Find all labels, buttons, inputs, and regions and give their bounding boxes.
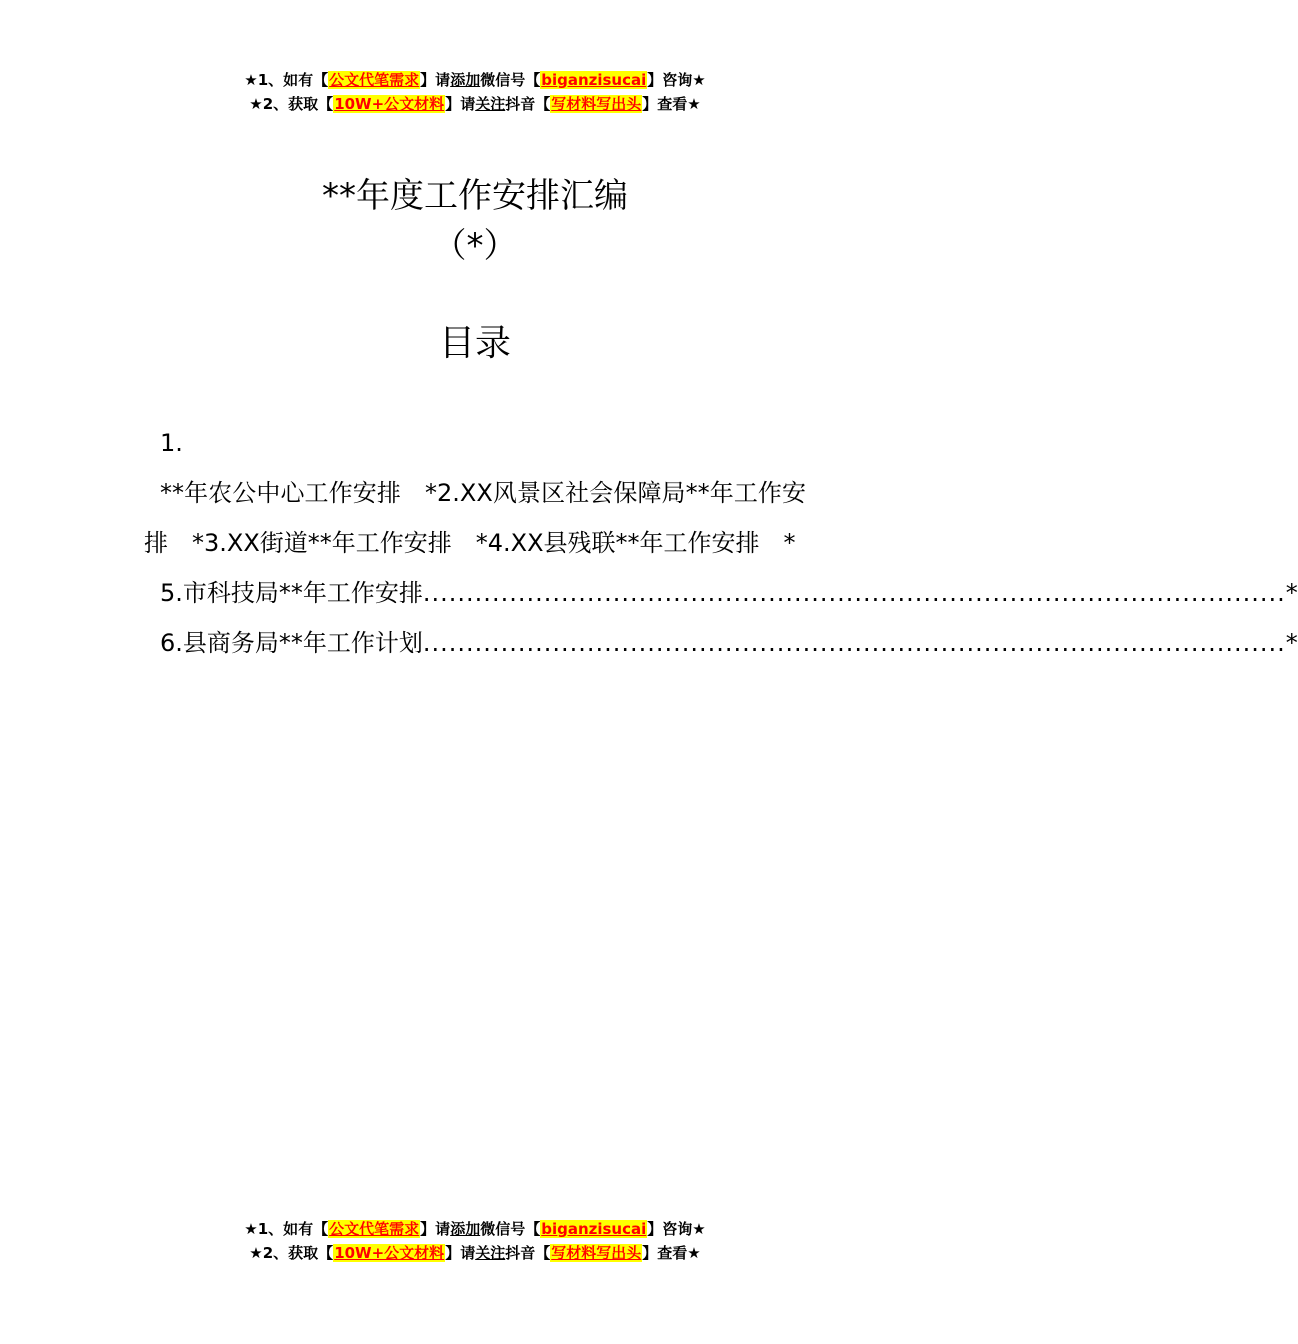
banner-underline: 关注 [475,95,506,113]
banner-highlight: 10W+公文材料 [334,95,445,113]
toc-paragraph: **年农公中心工作安排 *2.XX风景区社会保障局**年工作安排 *3.XX街道**年工作安排 *4.XX县残联**年工作安排 * [144,479,806,557]
banner-douyin-id: 写材料写出头 [551,95,642,113]
banner-highlight: 公文代笔需求 [329,1220,420,1238]
banner-line-1 [0,1217,950,1241]
toc-heading: 目录 [438,323,511,364]
banner-text: 微信号【 [480,71,541,89]
banner-text: 】查看★ [642,1244,701,1262]
toc-entry-text: 5.市科技局**年工作安排 [160,579,423,607]
toc-page-number: * [1285,579,1298,607]
toc-entry-text: 6.县商务局**年工作计划 [160,629,423,657]
toc-entry [144,568,1298,618]
banner-douyin-id: 写材料写出头 [551,1244,642,1262]
banner-line-2 [0,1241,950,1265]
toc-entry [144,618,1298,668]
banner-highlight: 10W+公文材料 [334,1244,445,1262]
banner-line-1 [0,68,950,92]
banner-line-2 [0,92,950,116]
banner-text: 微信号【 [480,1220,541,1238]
banner-text: ★2、获取【 [249,1244,334,1262]
toc-item-number: 1. [160,429,183,457]
document-subtitle: （*） [432,226,518,266]
banner-text: 抖音【 [505,1244,551,1262]
banner-text: 】请 [445,1244,476,1262]
banner-text: ★2、获取【 [249,95,334,113]
banner-underline: 关注 [475,1244,506,1262]
banner-text: 】请 [445,95,476,113]
banner-text: ★1、如有【 [244,1220,329,1238]
banner-text: 】咨询★ [647,71,706,89]
banner-text: 抖音【 [505,95,551,113]
banner-underline: 添加 [450,71,481,89]
banner-text: 】咨询★ [647,1220,706,1238]
toc-page-number: * [1285,629,1298,657]
banner-highlight: 公文代笔需求 [329,71,420,89]
header-banner [0,68,950,116]
banner-text: 】请 [420,1220,451,1238]
banner-wechat-id: biganzisucai [541,71,647,89]
toc-leader-dots: .................................................................................................... [422,629,1286,657]
banner-text: 】请 [420,71,451,89]
banner-text: ★1、如有【 [244,71,329,89]
document-title: **年度工作安排汇编 [322,176,628,216]
banner-underline: 添加 [450,1220,481,1238]
toc-leader-dots: .................................................................................................... [422,579,1286,607]
banner-wechat-id: biganzisucai [541,1220,647,1238]
banner-text: 】查看★ [642,95,701,113]
footer-banner [0,1217,950,1265]
table-of-contents [144,418,1298,668]
